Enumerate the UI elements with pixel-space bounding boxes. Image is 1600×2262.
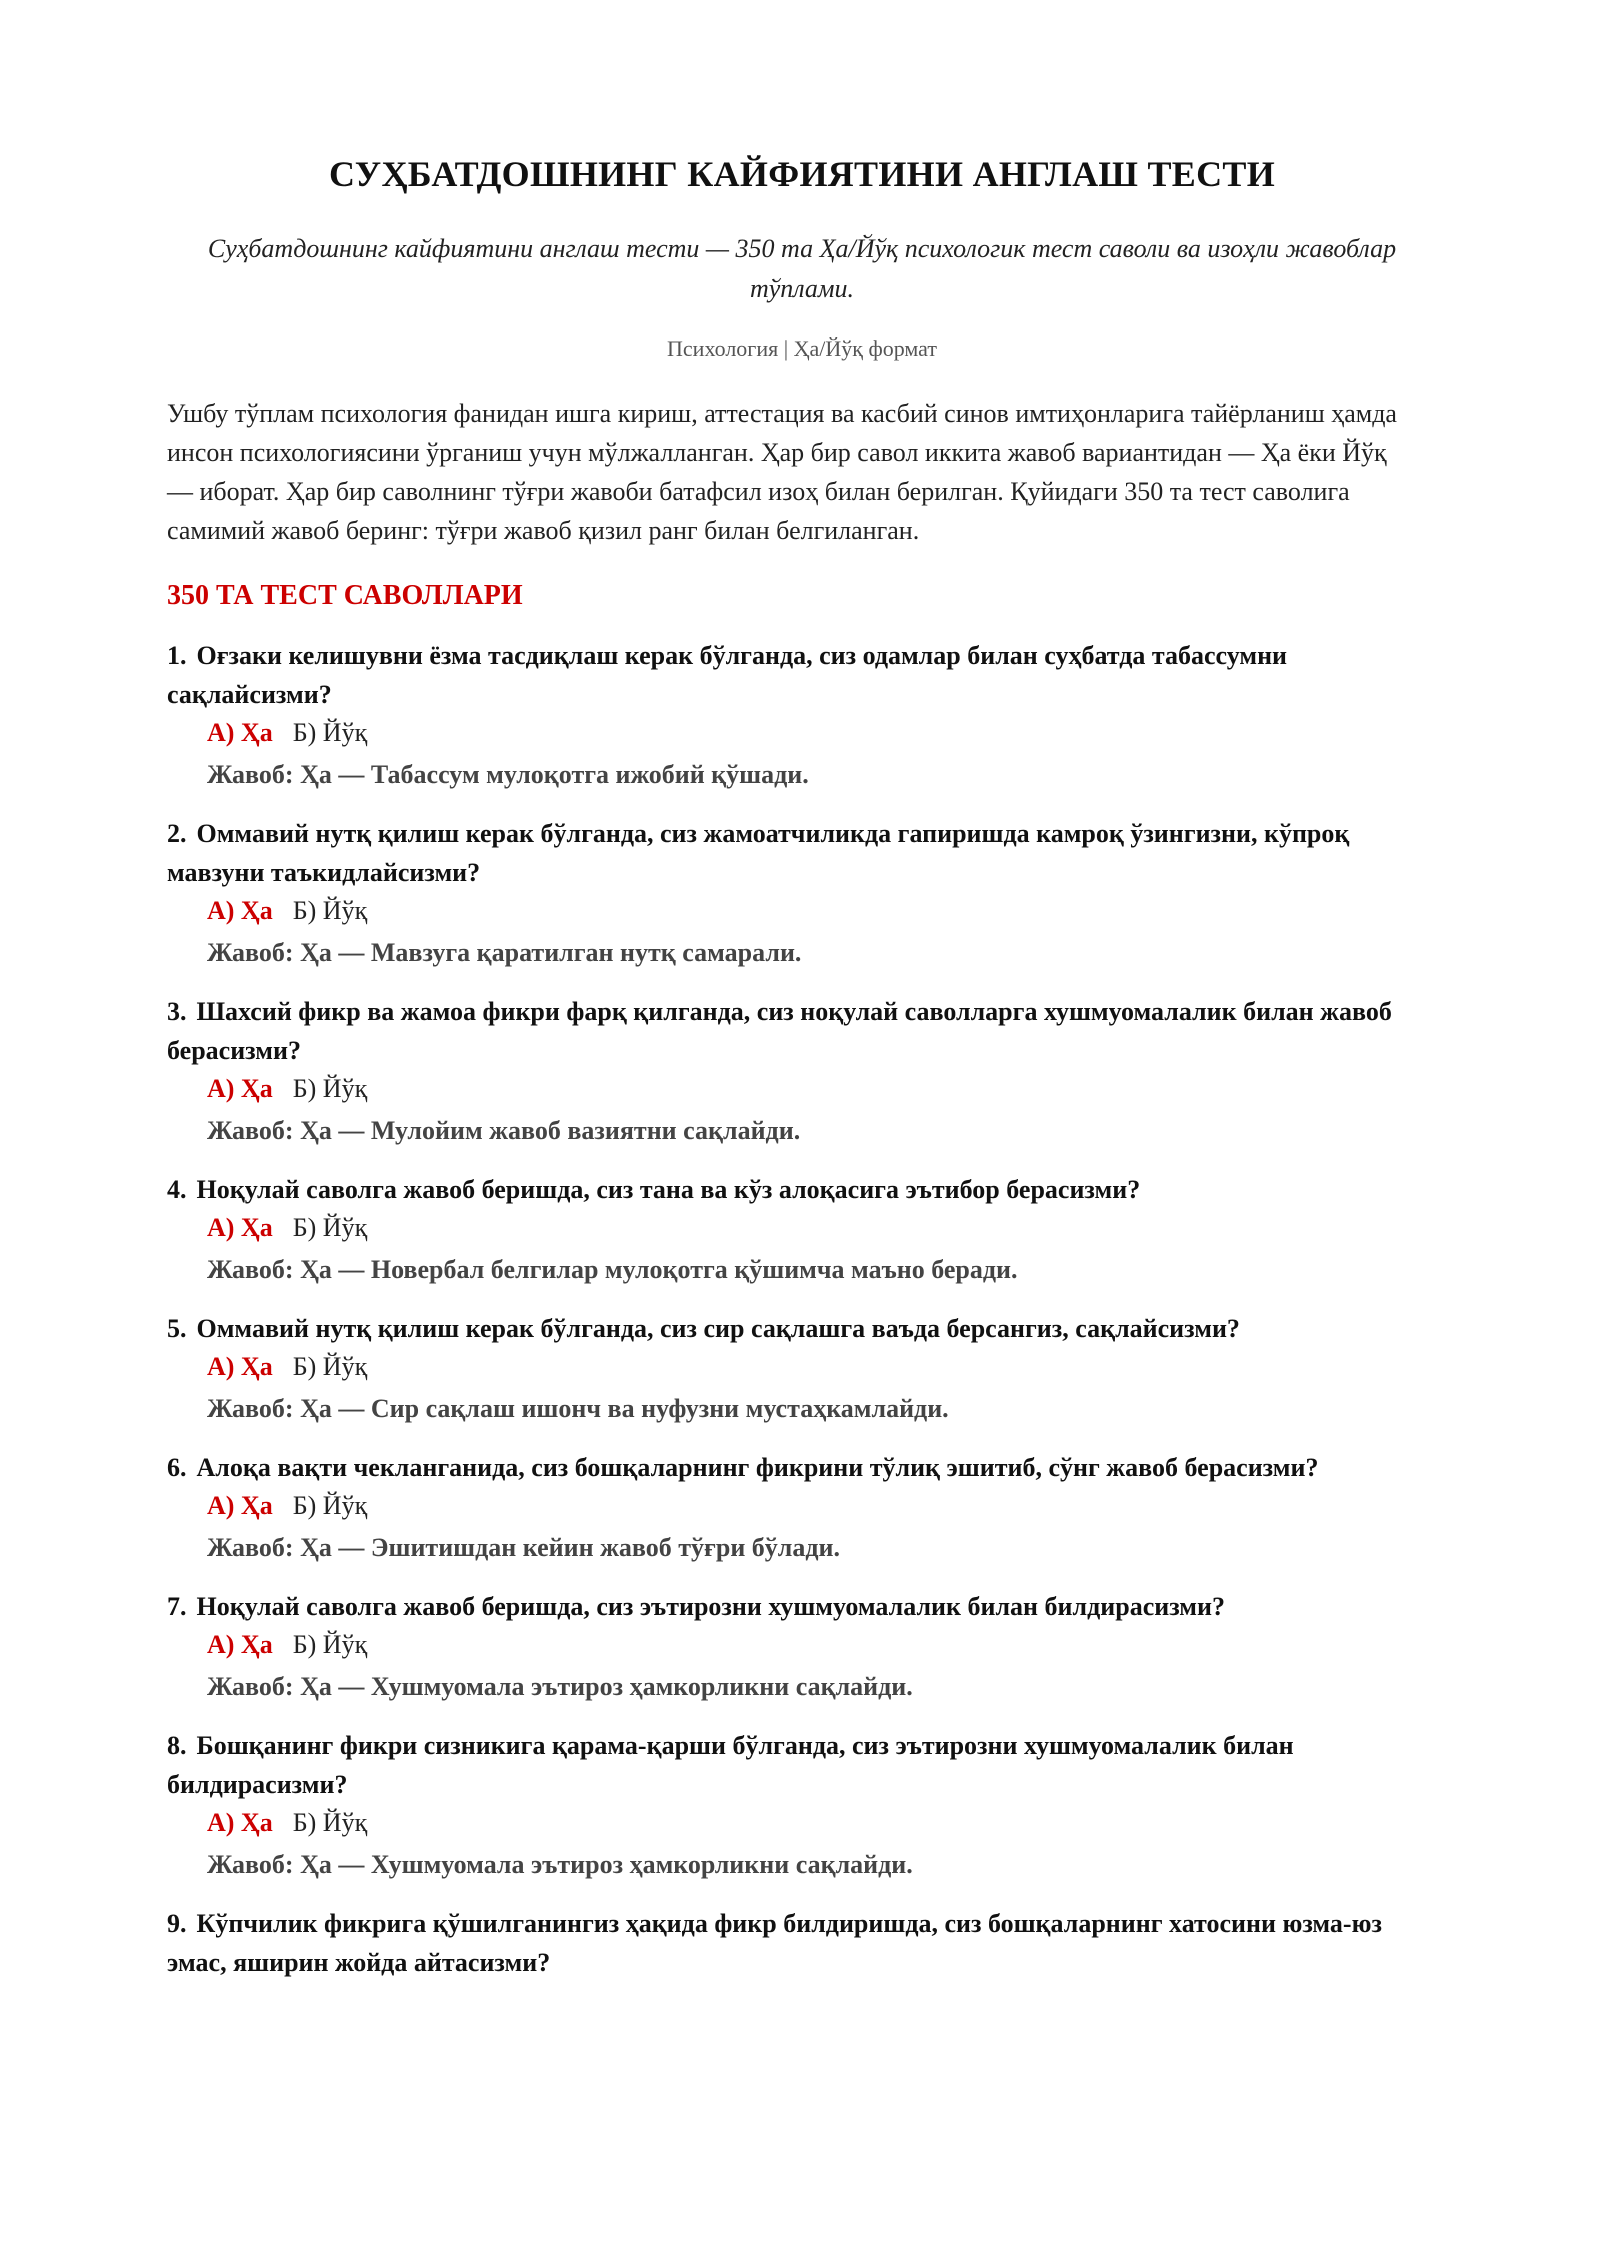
- option-a-correct: А) Ҳа: [207, 1808, 273, 1837]
- option-b: Б) Йўқ: [292, 718, 368, 747]
- question-body: Бошқанинг фикри сизникига қарама-қарши бўлганда, сиз эътирозни хушмуомалалик билан билдирасизми?: [167, 1731, 1294, 1799]
- question-text: [167, 1309, 1437, 1348]
- answer-options: [207, 714, 1437, 752]
- answer-explanation: Жавоб: Ҳа — Мавзуга қаратилган нутқ самарали.: [207, 938, 802, 967]
- question-item: [167, 1309, 1437, 1432]
- option-b: Б) Йўқ: [292, 1213, 368, 1242]
- answer-options: [207, 1487, 1437, 1525]
- question-text: [167, 1170, 1437, 1209]
- document-page: [167, 0, 1437, 1998]
- intro-paragraph: Ушбу тўплам психология фанидан ишга кириш, аттестация ва касбий синов имтиҳонларига тайёрланиш ҳамда инсон психологиясини ўрганиш учун мўлжалланган. Ҳар бир савол иккита жавоб вариантидан — Ҳа ёки Йўқ — иборат. Ҳар бир саволнинг тўғри жавоби батафсил изоҳ билан берилган. Қуйидаги 350 та тест саволига самимий жавоб беринг: тўғри жавоб қизил ранг билан белгиланган.: [167, 399, 1397, 545]
- answer-options: [207, 1209, 1437, 1247]
- answer-explanation: Жавоб: Ҳа — Хушмуомала эътироз ҳамкорликни сақлайди.: [207, 1672, 913, 1701]
- question-body: Оммавий нутқ қилиш керак бўлганда, сиз жамоатчиликда гапиришда камроқ ўзингизни, кўпроқ мавзуни таъкидлайсизми?: [167, 819, 1350, 887]
- question-number: 3.: [167, 997, 187, 1026]
- question-number: 8.: [167, 1731, 187, 1760]
- answer-options: [207, 1626, 1437, 1664]
- question-item: [167, 1904, 1437, 1982]
- question-number: 2.: [167, 819, 187, 848]
- answer-options: [207, 1804, 1437, 1842]
- document-subtitle: Суҳбатдошнинг кайфиятини англаш тести — 350 та Ҳа/Йўқ психологик тест саволи ва изоҳли жавоблар тўплами.: [207, 234, 1397, 303]
- question-number: 9.: [167, 1909, 187, 1938]
- option-b: Б) Йўқ: [292, 896, 368, 925]
- question-item: [167, 814, 1437, 976]
- question-text: [167, 992, 1437, 1070]
- option-b: Б) Йўқ: [292, 1074, 368, 1103]
- question-text: [167, 1726, 1437, 1804]
- question-text: [167, 1448, 1437, 1487]
- answer-options: [207, 892, 1437, 930]
- question-body: Кўпчилик фикрига қўшилганингиз ҳақида фикр билдиришда, сиз бошқаларнинг хатосини юзма-юз эмас, яширин жойда айтасизми?: [167, 1909, 1382, 1977]
- option-b: Б) Йўқ: [292, 1491, 368, 1520]
- question-item: [167, 636, 1437, 798]
- option-a-correct: А) Ҳа: [207, 1630, 273, 1659]
- document-title: СУҲБАТДОШНИНГ КАЙФИЯТИНИ АНГЛАШ ТЕСТИ: [328, 154, 1276, 194]
- question-number: 1.: [167, 641, 187, 670]
- option-a-correct: А) Ҳа: [207, 896, 273, 925]
- answer-explanation: Жавоб: Ҳа — Хушмуомала эътироз ҳамкорликни сақлайди.: [207, 1850, 913, 1879]
- question-number: 5.: [167, 1314, 187, 1343]
- question-body: Алоқа вақти чекланганида, сиз бошқаларнинг фикрини тўлиқ эшитиб, сўнг жавоб берасизми?: [196, 1453, 1319, 1482]
- answer-explanation: Жавоб: Ҳа — Новербал белгилар мулоқотга қўшимча маъно беради.: [207, 1255, 1018, 1284]
- question-item: [167, 1587, 1437, 1710]
- question-body: Ноқулай саволга жавоб беришда, сиз эътирозни хушмуомалалик билан билдирасизми?: [196, 1592, 1225, 1621]
- answer-options: [207, 1070, 1437, 1108]
- question-body: Оғзаки келишувни ёзма тасдиқлаш керак бўлганда, сиз одамлар билан суҳбатда табассумни сақлайсизми?: [167, 641, 1288, 709]
- question-number: 6.: [167, 1453, 187, 1482]
- answer-explanation: Жавоб: Ҳа — Мулойим жавоб вазиятни сақлайди.: [207, 1116, 801, 1145]
- answer-options: [207, 1348, 1437, 1386]
- option-a-correct: А) Ҳа: [207, 1491, 273, 1520]
- question-body: Ноқулай саволга жавоб беришда, сиз тана ва кўз алоқасига эътибор берасизми?: [196, 1175, 1141, 1204]
- question-list: [167, 636, 1437, 1982]
- question-text: [167, 814, 1437, 892]
- answer-explanation: Жавоб: Ҳа — Табассум мулоқотга ижобий қўшади.: [207, 760, 809, 789]
- option-b: Б) Йўқ: [292, 1352, 368, 1381]
- question-number: 4.: [167, 1175, 187, 1204]
- question-number: 7.: [167, 1592, 187, 1621]
- option-a-correct: А) Ҳа: [207, 1213, 273, 1242]
- answer-explanation: Жавоб: Ҳа — Эшитишдан кейин жавоб тўғри бўлади.: [207, 1533, 841, 1562]
- section-heading: 350 ТА ТЕСТ САВОЛЛАРИ: [167, 580, 523, 611]
- option-a-correct: А) Ҳа: [207, 1352, 273, 1381]
- question-item: [167, 992, 1437, 1154]
- question-item: [167, 1726, 1437, 1888]
- option-b: Б) Йўқ: [292, 1808, 368, 1837]
- question-text: [167, 1904, 1437, 1982]
- option-a-correct: А) Ҳа: [207, 1074, 273, 1103]
- question-item: [167, 1170, 1437, 1293]
- document-meta: Психология | Ҳа/Йўқ формат: [667, 336, 937, 361]
- question-text: [167, 636, 1437, 714]
- answer-explanation: Жавоб: Ҳа — Сир сақлаш ишонч ва нуфузни мустаҳкамлайди.: [207, 1394, 949, 1423]
- question-item: [167, 1448, 1437, 1571]
- option-a-correct: А) Ҳа: [207, 718, 273, 747]
- question-body: Оммавий нутқ қилиш керак бўлганда, сиз сир сақлашга ваъда берсангиз, сақлайсизми?: [196, 1314, 1240, 1343]
- question-body: Шахсий фикр ва жамоа фикри фарқ қилганда, сиз ноқулай саволларга хушмуомалалик билан жавоб берасизми?: [167, 997, 1392, 1065]
- option-b: Б) Йўқ: [292, 1630, 368, 1659]
- question-text: [167, 1587, 1437, 1626]
